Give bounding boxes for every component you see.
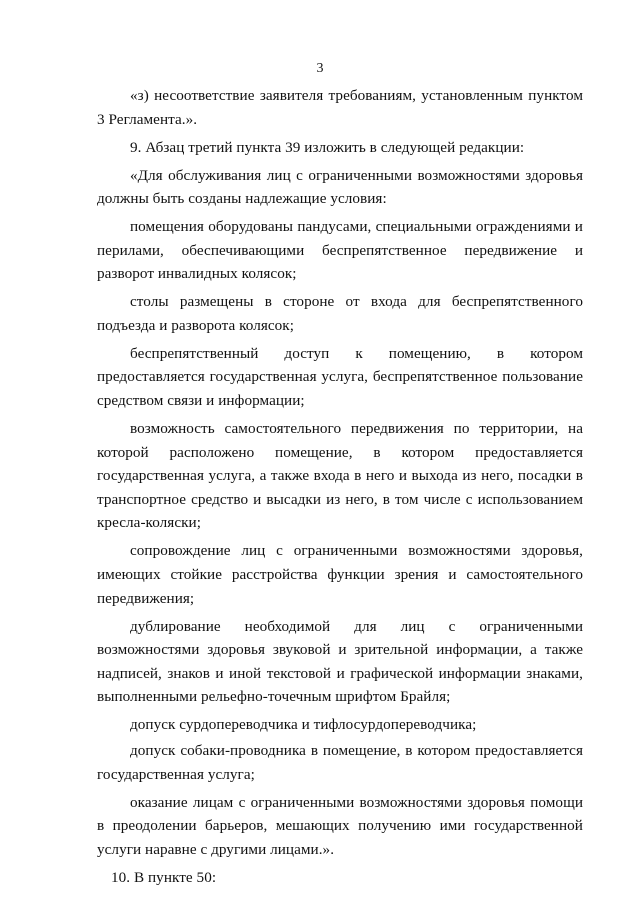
paragraph-guide-dog: допуск собаки-проводника в помещение, в котором предоставляется государственная услуга; [97, 741, 583, 783]
paragraph-escort: сопровождение лиц с ограниченными возможностями здоровья, имеющих стойкие расстройства функции зрения и самостоятельного передвижения; [97, 542, 583, 607]
paragraph-assistance: оказание лицам с ограниченными возможностями здоровья помощи в преодолении барьеров, мешающих получению ими государственной услуги наравне с другими лицами.». [97, 793, 583, 858]
paragraph-ramps: помещения оборудованы пандусами, специальными ограждениями и перилами, обеспечивающими беспрепятственное передвижение и разворот инвалидных колясок; [97, 218, 583, 283]
document-body [97, 84, 583, 889]
paragraph-movement: возможность самостоятельного передвижения по территории, на которой расположено помещение, в котором предоставляется государственная услуга, а также входа в него и выхода из него, посадки в транспортное средство и высадки из него, в том числе с использованием кресла-коляски; [97, 420, 583, 532]
paragraph-access: беспрепятственный доступ к помещению, в котором предоставляется государственная услуга, беспрепятственное пользование средством связи и информации; [97, 344, 583, 410]
paragraph-item-9: 9. Абзац третий пункта 39 изложить в следующей редакции: [130, 138, 525, 156]
page-number: 3 [316, 61, 324, 76]
paragraph-conditions-intro: «Для обслуживания лиц с ограниченными возможностями здоровья должны быть созданы надлежащие условия: [97, 166, 583, 208]
paragraph-clause-z: «з) несоответствие заявителя требованиям, установленным пунктом 3 Регламента.». [97, 87, 583, 128]
paragraph-tables: столы размещены в стороне от входа для беспрепятственного подъезда и разворота колясок; [97, 293, 583, 334]
paragraph-item-10: 10. В пункте 50: [111, 868, 217, 886]
paragraph-braille: дублирование необходимой для лиц с ограниченными возможностями здоровья звуковой и зрительной информации, а также надписей, знаков и иной текстовой и графической информации знаками, выполненными рельефно-точечным шрифтом Брайля; [97, 617, 583, 706]
paragraph-interpreter: допуск сурдопереводчика и тифлосурдопереводчика; [130, 716, 477, 734]
